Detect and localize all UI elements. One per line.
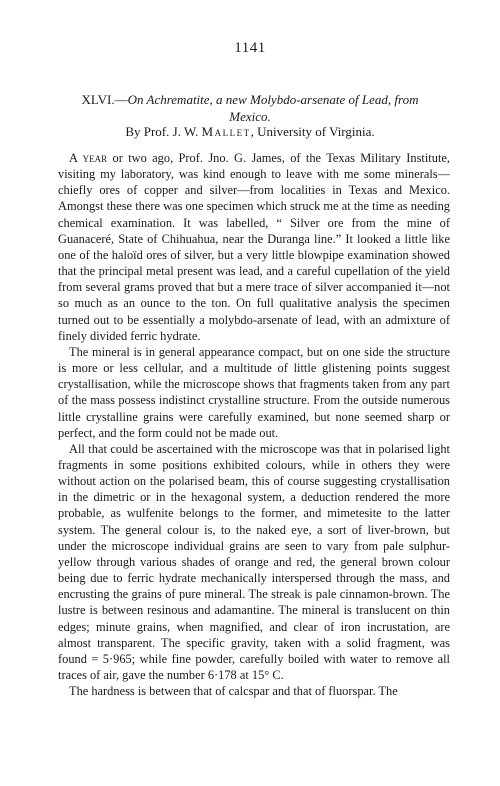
author-name: Mallet — [201, 124, 251, 139]
paragraph-text: The hardness is between that of calcspar and that of fluorspar. The — [69, 684, 398, 699]
article-number: XLVI. — [81, 92, 115, 107]
page-number: 1141 — [234, 40, 266, 56]
paragraph-3 — [58, 441, 450, 683]
article-body — [58, 150, 450, 699]
byline-prefix: By Prof. J. W. — [125, 124, 199, 139]
author-affiliation: , University of Virginia. — [250, 124, 375, 139]
article-title-text: On Achrematite, a new Molybdo-arsenate of Lead, from Mexico. — [127, 92, 419, 124]
paragraph-2 — [58, 344, 450, 441]
paragraph-text: All that could be ascertained with the microscope was that in polarised light fragments in some positions exhibited colours, while in others they were without action on the polarised beam, this of course suggesting crystallisation in the dimetric or in the hexagonal system, a deduction rendered the more probable, as wulfenite belongs to the former, and mimetesite to the latter system. The general colour is, to the naked eye, a sort of liver-brown, but under the microscope individual grains are seen to vary from pale sulphur-yellow through various shades of orange and red, the general brown colour being due to ferric hydrate mechanically interspersed through the mass, and encrusting the grains of pure mineral. The streak is pale cinnamon-brown. The lustre is between resinous and adamantine. The mineral is translucent on thin edges; minute grains, when magnified, and clear of iron incrustation, are almost transparent. The specific gravity, taken with a solid fragment, was found = 5·965; while fine powder, carefully boiled with water to remove all traces of air, gave the number 6·178 at 15° C. — [58, 441, 450, 682]
paragraph-text: or two ago, Prof. Jno. G. James, of the Texas Military Institute, visiting my laboratory, was kind enough to leave with me some minerals—chiefly ores of copper and silver—from localities in Texas and Mexico. Amongst these there was one specimen which struck me at the time as needing chemical examination. It was labelled, “ Silver ore from the mine of Guanaceré, State of Chihuahua, near the Duranga line.” It looked a little like one of the haloïd ores of silver, but a very little blowpipe examination showed that the principal metal present was lead, and a careful cupellation of the yield from several grams proved that but a mere trace of silver accompanied it—not so much as an ounce to the ton. On full qualitative analysis the specimen turned out to be essentially a molybdo-arsenate of lead, with an admixture of finely divided ferric hydrate. — [58, 151, 450, 343]
paragraph-lead: A year — [69, 151, 108, 165]
author-byline — [0, 124, 500, 140]
article-title: XLVI.—On Achrematite, a new Molybdo-arsenate of Lead, from Mexico. — [81, 92, 419, 124]
paragraph-1 — [58, 150, 450, 344]
paragraph-4 — [58, 683, 450, 699]
paragraph-text: The mineral is in general appearance compact, but on one side the structure is more or less cellular, and a multitude of little glistening points suggest crystallisation, while the microscope shows that fragments taken from any part of the mass possess indistinct crystalline structure. From the outside numerous little crystalline grains were carefully examined, but none seemed sharp or perfect, and the form could not be made out. — [58, 344, 450, 440]
